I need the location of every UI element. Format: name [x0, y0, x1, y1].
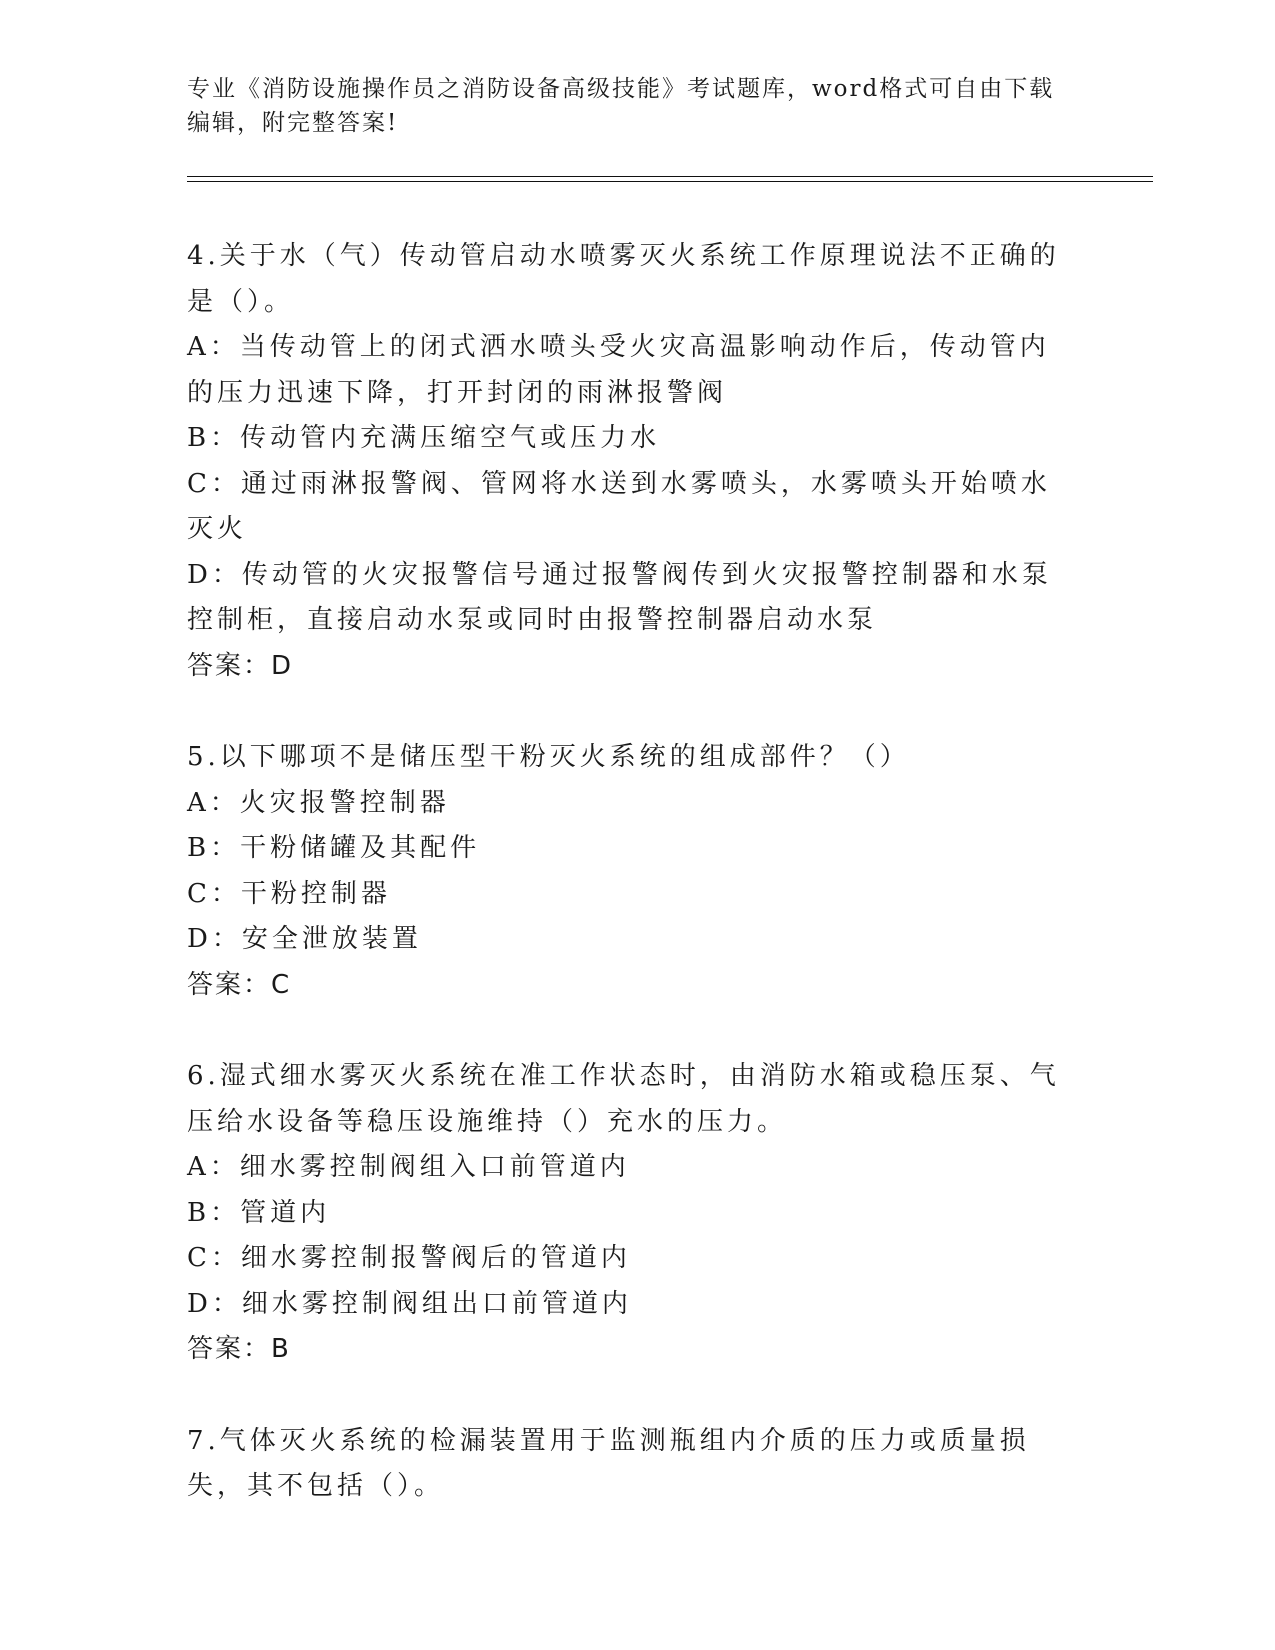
option-b: B：干粉储罐及其配件	[187, 833, 481, 863]
option-a: A：火灾报警控制器	[187, 787, 450, 818]
question-stem: 5.以下哪项不是储压型干粉灭火系统的组成部件？（）	[187, 742, 910, 772]
question-list	[187, 234, 1087, 1556]
question-4	[187, 234, 1087, 689]
document-header: 专业《消防设施操作员之消防设备高级技能》考试题库，word格式可自由下载编辑，附完整答案!	[187, 76, 1055, 136]
answer: 答案：D	[187, 650, 294, 681]
option-b: B：管道内	[187, 1197, 331, 1228]
header-divider-bottom	[187, 181, 1153, 182]
question-stem: 6.湿式细水雾灭火系统在准工作状态时，由消防水箱或稳压泵、气压给水设备等稳压设施维持（）充水的压力。	[187, 1061, 1060, 1137]
question-stem: 7.气体灭火系统的检漏装置用于监测瓶组内介质的压力或质量损失，其不包括（）。	[187, 1425, 1030, 1501]
option-c: C：通过雨淋报警阀、管网将水送到水雾喷头，水雾喷头开始喷水灭火	[187, 468, 1051, 544]
question-stem: 4.关于水（气）传动管启动水喷雾灭火系统工作原理说法不正确的是（）。	[187, 241, 1060, 317]
option-d: D：传动管的火灾报警信号通过报警阀传到火灾报警控制器和水泵控制柜，直接启动水泵或同时由报警控制器启动水泵	[187, 559, 1052, 635]
answer: 答案：C	[187, 969, 292, 1000]
option-d: D：安全泄放装置	[187, 924, 422, 954]
option-a: A：当传动管上的闭式洒水喷头受火灾高温影响动作后，传动管内的压力迅速下降，打开封闭的雨淋报警阀	[187, 332, 1050, 408]
question-7	[187, 1419, 1087, 1510]
answer: 答案：B	[187, 1334, 291, 1364]
option-c: C：细水雾控制报警阀后的管道内	[187, 1243, 631, 1273]
header-divider-top	[187, 176, 1153, 177]
question-6	[187, 1054, 1087, 1373]
option-b: B：传动管内充满压缩空气或压力水	[187, 423, 661, 453]
option-c: C：干粉控制器	[187, 878, 391, 909]
option-a: A：细水雾控制阀组入口前管道内	[187, 1152, 630, 1182]
question-5	[187, 735, 1087, 1008]
option-d: D：细水雾控制阀组出口前管道内	[187, 1288, 632, 1319]
